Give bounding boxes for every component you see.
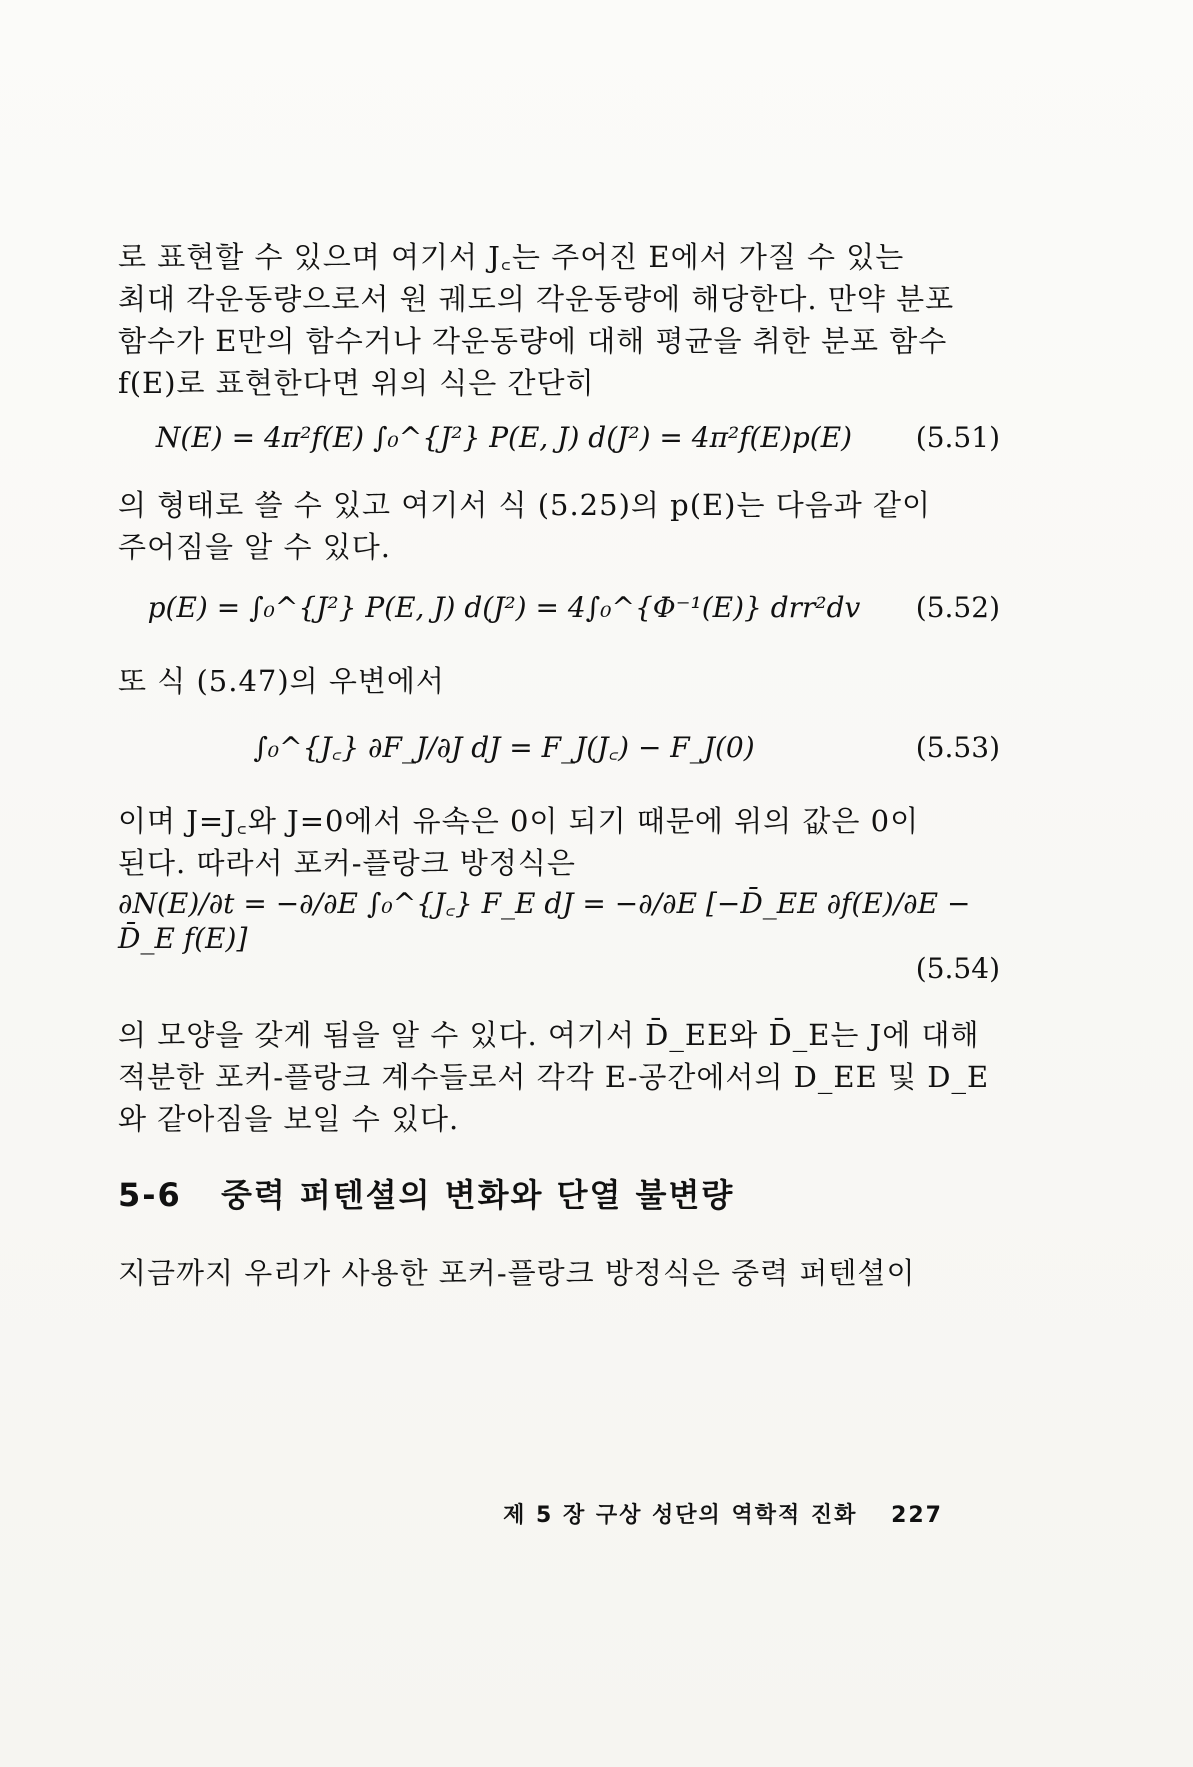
section-number: 5-6 [118, 1176, 182, 1214]
equation-body: N(E) = 4π²f(E) ∫₀^{J²} P(E, J) d(J²) = 4π²f(E)p(E) [155, 420, 853, 454]
equation-number: (5.52) [915, 590, 1000, 624]
text-line: 함수가 E만의 함수거나 각운동량에 대해 평균을 취한 분포 함수 [118, 324, 948, 358]
chapter-title: 제 5 장 구상 성단의 역학적 진화 [503, 1503, 858, 1528]
text-line: 지금까지 우리가 사용한 포커-플랑크 방정식은 중력 퍼텐셜이 [118, 1256, 916, 1290]
paragraph-5 [118, 1014, 1000, 1140]
paragraph-1 [118, 236, 1000, 404]
section-title: 중력 퍼텐셜의 변화와 단열 불변량 [220, 1176, 735, 1214]
equation-5-52 [118, 572, 1000, 642]
text-line: 의 모양을 갖게 됨을 알 수 있다. 여기서 D̄_EE와 D̄_E는 J에 대해 [118, 1018, 980, 1052]
paragraph-6 [118, 1252, 1000, 1294]
text-line: 이며 J=J꜀와 J=0에서 유속은 0이 되기 때문에 위의 값은 0이 [118, 804, 920, 838]
equation-5-54 [118, 884, 1000, 954]
equation-5-53 [118, 712, 1000, 782]
text-line: 주어짐을 알 수 있다. [118, 530, 391, 564]
text-line: 최대 각운동량으로서 원 궤도의 각운동량에 해당한다. 만약 분포 [118, 282, 955, 316]
paragraph-2 [118, 484, 1000, 568]
page-number: 227 [891, 1503, 943, 1528]
text-line: 로 표현할 수 있으며 여기서 J꜀는 주어진 E에서 가질 수 있는 [118, 240, 905, 274]
equation-number: (5.53) [915, 730, 1000, 764]
section-heading [118, 1170, 1000, 1216]
text-line: 적분한 포커-플랑크 계수들로서 각각 E-공간에서의 D_EE 및 D_E [118, 1060, 990, 1094]
equation-5-51 [118, 402, 1000, 472]
text-line: 또 식 (5.47)의 우변에서 [118, 664, 445, 698]
text-line: f(E)로 표현한다면 위의 식은 간단히 [118, 366, 595, 400]
equation-body: ∫₀^{J꜀} ∂F_J/∂J dJ = F_J(J꜀) − F_J(0) [253, 731, 755, 764]
page-footer [503, 1498, 943, 1529]
text-line: 된다. 따라서 포커-플랑크 방정식은 [118, 846, 576, 880]
paragraph-3 [118, 660, 1000, 702]
equation-body: ∂N(E)/∂t = −∂/∂E ∫₀^{J꜀} F_E dJ = −∂/∂E [−D̄_EE ∂f(E)/∂E − D̄_E f(E)] [118, 886, 971, 955]
equation-number: (5.54) [915, 952, 1000, 985]
text-line: 의 형태로 쓸 수 있고 여기서 식 (5.25)의 p(E)는 다음과 같이 [118, 488, 932, 522]
text-line: 와 같아짐을 보일 수 있다. [118, 1102, 460, 1136]
paragraph-4 [118, 800, 1000, 884]
equation-number: (5.51) [915, 420, 1000, 454]
equation-body: p(E) = ∫₀^{J²} P(E, J) d(J²) = 4∫₀^{Φ⁻¹(E)} drr²dv [147, 590, 861, 624]
